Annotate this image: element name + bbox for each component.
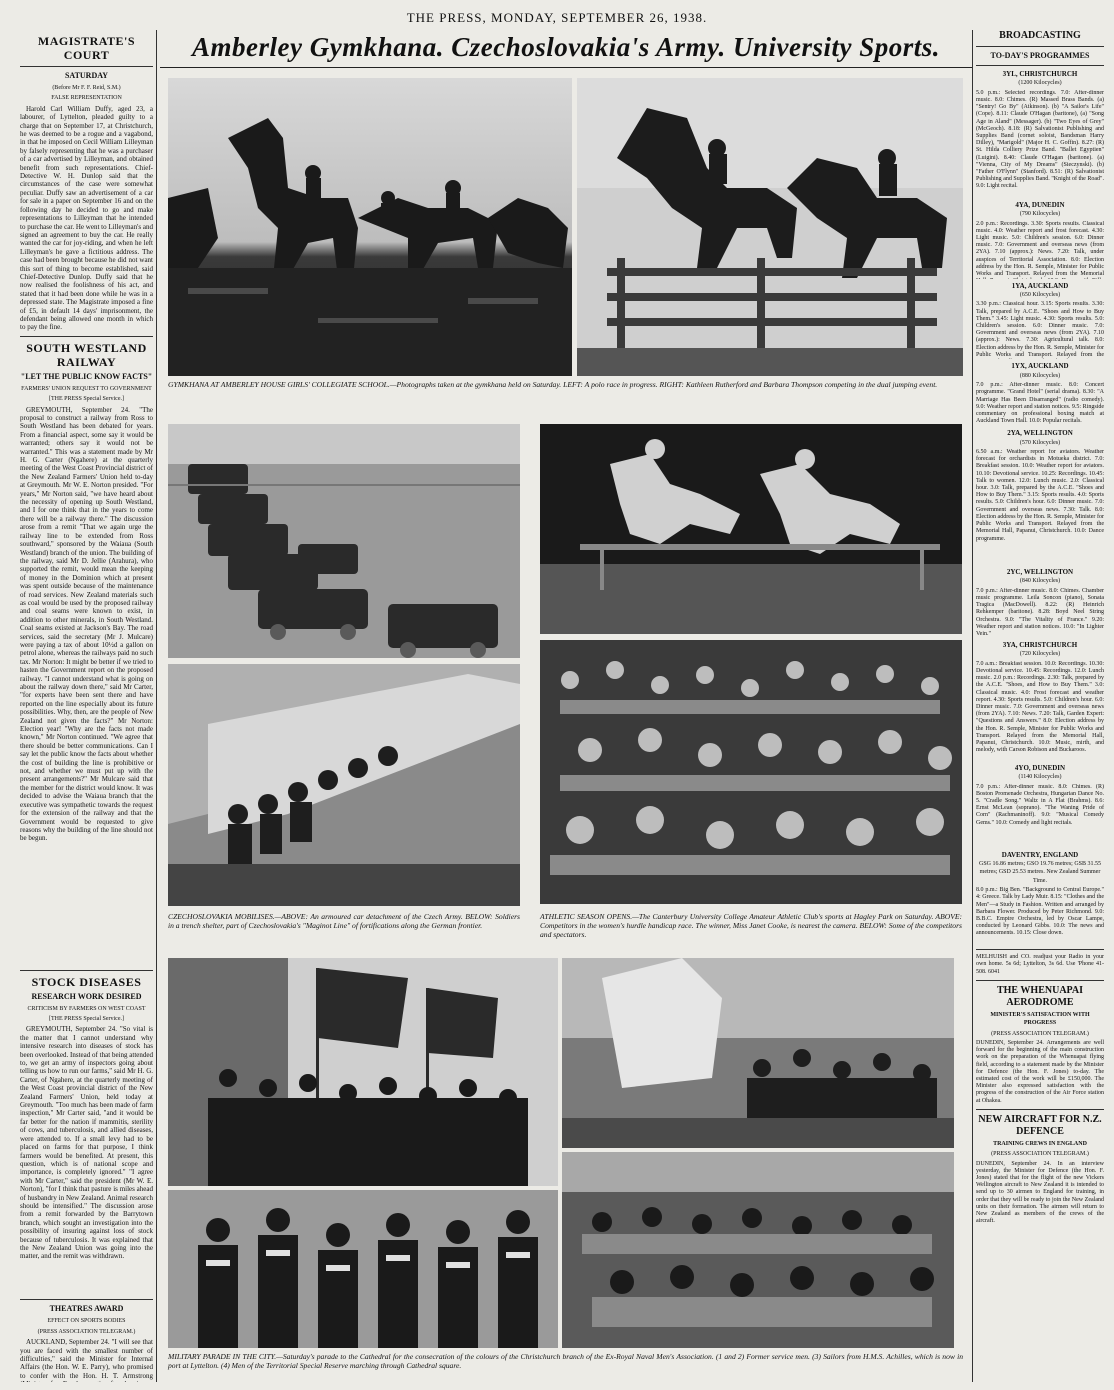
station-frequency: (570 Kilocycles): [1019, 439, 1061, 446]
railway-service: [THE PRESS Special Service.]: [49, 396, 124, 403]
station-block: [976, 851, 1104, 946]
station-frequency: (720 Kilocycles): [1019, 651, 1061, 658]
aircraft-subhead: TRAINING CREWS IN ENGLAND: [993, 1140, 1087, 1147]
station-programme: 7.0 p.m.: After-dinner music. 8.0: Concert programme. "Grand Hotel" (serial drama). 8.30: "A Marriage Has Been Disarranged" (radio comedy). 9.0: Weather report and station notices. 9.5: Ringside commentary on professional boxing match at Auckland Town Hall. 10.0: Popular recitals.: [976, 382, 1104, 425]
caption-military-1: MILITARY PARADE IN THE CITY.—Saturday's parade to the Cathedral for the consecration of the colours of the Christchurch branch of the Ex-Royal Naval Men's Association.: [168, 1352, 714, 1361]
stock-subhead: RESEARCH WORK DESIRED: [31, 991, 142, 1001]
magistrate-subhead: FALSE REPRESENTATION: [51, 95, 122, 102]
railway-heading: SOUTH WESTLAND RAILWAY: [26, 340, 147, 369]
photo-parade-cathedral: [562, 958, 954, 1148]
photo-dual-jumping: [577, 78, 963, 376]
station-frequency: (790 Kilocycles): [1019, 211, 1061, 218]
theatres-heading: THEATRES AWARD: [49, 1304, 124, 1314]
page-title: Amberley Gymkhana. Czechoslovakia's Army. University Sports.: [160, 32, 972, 68]
whenuapai-body: DUNEDIN, September 24. Arrangements are well forward for the beginning of the main construction work on the preparation of the Whenuapai flying field, according to a statement made by the Minister for Defence (the Hon. F. Jones) to-day. The estimated cost of the work will be £150,000. The Minister also expressed satisfaction with the progress of the construction of the Air Force station at Ohakea.: [976, 1039, 1104, 1104]
station-block: [976, 568, 1104, 638]
magistrate-bench: (Before Mr F. F. Reid, S.M.): [52, 85, 121, 91]
station-programme: 6.50 a.m.: Weather report for aviators. Weather forecast for orchardists in Motueka district. 7.0: Breakfast session. 10.0: Weather report for aviators. 10.10: Devotional service. 10.25: Recordings. 10.45: Talk to women. 12.0: Lunch music. 2.0: Classical hour. 3.0: Talk, prepared by the A.C.E. "Shoes and How to Buy Them." 3.15: Sports results. 4.0: Sports results. 5.0: Children's hour. 6.0: Dinner music. 7.0: Government and overseas news. 7.30: Talk. 8.0: Election address by the Hon. R. Semple, Minister for Public Works and Transport. Relayed from the Memorial Hall, Papanui, Christchurch. 10.0: Dance programme.: [976, 449, 1104, 542]
divider: [976, 65, 1104, 66]
station-frequency: GSG 16.86 metres; GSO 19.76 metres; GSB 31.55 metres; GSD 25.53 metres. New Zealand Summer Time.: [979, 860, 1101, 884]
divider: [20, 970, 153, 971]
caption-military: [168, 1352, 963, 1370]
station-name: 1YX, AUCKLAND: [1011, 362, 1069, 371]
broadcasting-heading: BROADCASTING: [999, 30, 1081, 41]
caption-athletic: ATHLETIC SEASON OPENS.—The Canterbury University College Amateur Athletic Club's sports at Hagley Park on Saturday. ABOVE: Competitors in the women's hurdle handicap race. The winner, Miss Janet Cooke, is nearest the camera. BELOW: Some of the competitors and spectators.: [540, 912, 962, 939]
advert-melhuish: MELHUISH and CO. readjust your Radio in your own home. 5s 6d; Lyttelton, 3s 6d. Use 'Phone 41-508. 6041: [976, 954, 1104, 975]
photo-polo-race: [168, 78, 572, 376]
theatres-service: (PRESS ASSOCIATION TELEGRAM.): [37, 1328, 136, 1335]
divider: [976, 949, 1104, 950]
station-frequency: (840 Kilocycles): [1019, 578, 1061, 585]
aircraft-heading: NEW AIRCRAFT FOR N.Z. DEFENCE: [978, 1113, 1102, 1137]
station-name: 4YO, DUNEDIN: [1014, 763, 1066, 772]
photo-parade-flags: [168, 958, 558, 1186]
station-programme: 3.30 p.m.: Classical hour. 3.15: Sports results. 3.30: Talk, prepared by A.C.E. "Shoes and How to Buy Them." 3.45: Light music. 4.30: Sports results. 5.0: Children's session. 6.0: Dinner music. 7.0: Government and overseas news (from 2YA). 7.10 (approx.): News. 7.30: Agricultural talk. 8.0: Election address by the Hon. R. Semple, Minister for Public Works and Transport. Relayed from the: [976, 301, 1104, 358]
magistrate-heading: MAGISTRATE'S COURT: [37, 34, 136, 62]
whenuapai-heading: THE WHENUAPAI AERODROME: [996, 984, 1084, 1008]
column-rule: [972, 30, 973, 1382]
station-block: [976, 764, 1104, 848]
stock-service: [THE PRESS Special Service.]: [49, 1016, 124, 1022]
station-frequency: (880 Kilocycles): [1019, 372, 1061, 379]
station-programme: 5.0 p.m.: Selected recordings. 7.0: After-dinner music. 8.0: Chimes. (R) Massed Brass Bands. (a) "Sentry! Go By" (Atkinson). (b) "A Sailor's Life" (Cope). 8.11: Claude O'Hagan (baritone), (a) "Song Age in Aland" (Messager). (b) "Two Eyes of Grey" (McGeoch). 8.18: (R) Salvationist Publishing and Supplies Band (cornet soloist, Bandsman Harry Dilley), "Marigold" (Major H. C. Goffin). 8.27: (R) St. Hilda Colliery Prize Band. "Ballet Egyptien" (Luigini). 8.40: Claude O'Hagan (baritone). (a) "Vienna, City of My Dreams" (Sieczynski). (b) "Father O'Flynn" (Stanford). 8.51: (R) Salvationist Publishing and Supplies Band. "Knight of the Road". 9.0: Light recital.: [976, 89, 1104, 190]
divider: [20, 1299, 153, 1300]
station-block: [976, 70, 1104, 198]
station-programme: 7.0 p.m.: After-dinner music. 8.0: Chimes. (R) Boston Promenade Orchestra, Hungarian Dance No. 5. "Cradle Song." Waltz in A Flat (Brahms). 8.6: Ernst McLean (soprano). "The Waning Pride of Corn" (Rachmaninoff). 9.0: "Musical Comedy Gems." 10.0: Comedy and light recitals.: [976, 783, 1104, 826]
divider: [20, 336, 153, 337]
station-frequency: (650 Kilocycles): [1019, 292, 1061, 299]
caption-military-2: (1 and 2) Former service men. (3) Sailors from H.M.S. Achilles, which is now in port at Lyttelton. (4) Men of the Territorial Special Reserve marching through Cathedral square.: [168, 1352, 963, 1370]
whenuapai-subhead: MINISTER'S SATISFACTION WITH PROGRESS: [990, 1011, 1090, 1027]
station-name: 2YC, WELLINGTON: [1006, 568, 1074, 577]
aircraft-service: (PRESS ASSOCIATION TELEGRAM.): [991, 1151, 1089, 1158]
stock-subhead-2: CRITICISM BY FARMERS ON WEST COAST: [27, 1005, 146, 1012]
column-rule: [156, 30, 157, 1382]
station-frequency: (1200 Kilocycles): [1018, 80, 1062, 87]
station-programme: 7.0 p.m.: After-dinner music. 8.0: Chimes. Chamber music programme. Leila Soncon (piano), Sonata Tragica (MacDowell). 8.22: (R) Heinrich Rehkemper (baritone). 8.28: Boyd Neel String Orchestra. 9.0: "The Vitality of France." 9.20: Weather report and station notices. 10.0: "In Lighter Vein.": [976, 587, 1104, 638]
photo-armoured-cars: [168, 424, 520, 658]
right-column: [976, 30, 1104, 1382]
station-block: [976, 641, 1104, 761]
station-name: 3YL, CHRISTCHURCH: [1002, 70, 1078, 78]
stock-body: GREYMOUTH, September 24. "So vital is the matter that I cannot understand why intensive research into diseases of stock has been overlooked. Instead of that being attended to, we get an army of inspectors going about telling us how to run our farms," said Mr H. G. Carter, of Ngahere, at the quarterly meeting of the West Coast provincial district of the New Zealand Farmers' Union, held today at Greymouth. "Too much has been made of farm inspection," Mr Carter said, "and it would be far better for the nation if mammitis, sterility of cows, and tuberculosis, and allied diseases, were attended to. If a small levy had to be placed on farms for that purpose, I think farmers would be benefited. At present, this question, which is of national scope and importance, is completely ignored." "I agree with Mr Carter," said the president (Mr W. E. Norton), "for I think that pasture is miles ahead of husbandry in New Zealand. Animal research should be intensified." The discussion arose from a remit forwarded by the Barrytown branch, which sought an investigation into the possibility of insuring against loss of stock because of tuberculosis. It was explained that the New Zealand Union was going into the matter, and the remit was withdrawn.: [20, 1025, 153, 1261]
station-name: 4YA, DUNEDIN: [1015, 200, 1065, 209]
station-block: [976, 282, 1104, 360]
station-frequency: (1140 Kilocycles): [1018, 774, 1062, 781]
caption-gymkhana: GYMKHANA AT AMBERLEY HOUSE GIRLS' COLLEGIATE SCHOOL.—Photographs taken at the gymkhana held on Saturday. LEFT: A polo race in progress. RIGHT: Kathleen Rutherford and Barbara Thompson competing in the dual jumping event.: [168, 380, 938, 389]
station-name: 1YA, AUCKLAND: [1011, 281, 1069, 290]
station-programme: 8.0 p.m.: Big Ben. "Background to Central Europe." 4: Greece. Talk by Lady Muir. 8.15: "Clothes and the Men"—a Study in Fashion. Written and arranged by Barbara Flower. Produced by Peter Richmond. 9.0: B.B.C. Empire Orchestra, led by Oscar Lampe, conducted by Leonard Gibbs. 10.0: The news and announcements. 10.15: Close down.: [976, 887, 1104, 937]
magistrate-day: SATURDAY: [64, 71, 109, 80]
photo-spectators: [540, 640, 962, 904]
station-programme: 7.0 a.m.: Breakfast session. 10.0: Recordings. 10.30: Devotional service. 10.45: Recordings. 12.0: Lunch music. 2.0 p.m.: Recordings. 2.30: Talk, prepared by the A.C.E. "Shoes, and How to Buy Them." 3.0: Classical music. 4.0: Frost forecast and weather report. 4.30: Sports results. 5.0: Children's hour. 6.0: Dinner music. 7.0: Government and overseas news (from 2YA). 7.10: News. 7.20: Talk, Garden Expert: "Questions and Answers." 8.0: Election address by the Hon. R. Semple, Minister for Public Works and Transport. Relayed from the Memorial Hall, Papanui, Christchurch. 10.0: Music, mirth, and melody, with Carson Robison and Buckaroos.: [976, 660, 1104, 754]
whenuapai-service: (PRESS ASSOCIATION TELEGRAM.): [991, 1030, 1089, 1037]
left-column: [20, 30, 153, 1382]
station-name: DAVENTRY, ENGLAND: [1001, 850, 1079, 859]
divider: [976, 46, 1104, 47]
station-block: [976, 429, 1104, 565]
station-name: 2YA, WELLINGTON: [1007, 429, 1073, 438]
railway-quote: "LET THE PUBLIC KNOW FACTS": [20, 371, 153, 381]
theatres-body: AUCKLAND, September 24. "I will see that you are faced with the smallest number of difficulties," said the Minister for Internal Affairs (the Hon. W. E. Parry), who promised to confer with the Hon. H. T. Armstrong: [20, 1338, 153, 1380]
stock-heading: STOCK DISEASES: [31, 974, 142, 989]
divider: [976, 980, 1104, 981]
masthead: THE PRESS, MONDAY, SEPTEMBER 26, 1938.: [406, 10, 708, 25]
photo-sailors: [168, 1190, 558, 1348]
photo-reserve-marching: [562, 1152, 954, 1348]
railway-body: GREYMOUTH, September 24. "The proposal to construct a railway from Ross to South Westland has been debated for years. From a financial aspect, some say it would be warranted; others say it would not be warranted." This was a statement made by Mr H. G. Carter (Ngahere) at the quarterly meeting of the West Coast Provincial district of the New Zealand Farmers' Union held to-day at Greymouth. Mr W. E. Norton presided. "For years," Mr Norton said, "we have heard about the necessity of opening up South Westland, and I for one think that in the years to come there will be a railway there." The discussion arose from a remit "That we again urge the railway line to be extended from Ross southward," sponsored by the Waiaua (South Westland) branch of the union. The building of the railway, said Mr D. Jellie (Arahura), who supported the remit, would mean the keeping of money in the Dominion which at present was spent outside because of the maintenance of road services. New Zealand materials such as coal would be used by the proposed railway and coal seams were known to exist, in addition to other minerals, in South Westland. Coal seams existed at Jackson's Bay. The road services, said the secretary (Mr J. Mulcare) were paying a tax of about 10½d a gallon on petrol alone, whereas the railways paid no such tax. Mr Norton: It might be better if we tried to hasten the Government report on the proposed railway. "I cannot understand what is going on about the railway down there," said Mr Carter, "for experts have been sent there and have reported on the line especially about its future possibilities. Why, then, are the people of New Zealand not given the facts?" Mr Norton: Election year! "Why are the facts not made known," Mr Norton continued. "We agree that there should be better communications. Can I say let the public know the facts about whether the cost of building the line is prohibitive or not, and whether we must put up with the present arrangements?" Mr Mulcare said that the member for the district would know. It was decided to advise the Waiaua branch that the executive was sympathetic towards the request for the extension of the railway and that the Government would be requested to give reasons why the building of the line should not be begun.: [20, 405, 153, 843]
photo-hurdle-race: [540, 424, 962, 634]
divider: [20, 66, 153, 67]
railway-subhead: FARMERS' UNION REQUEST TO GOVERNMENT: [21, 385, 152, 392]
photo-trench-shelter: [168, 664, 520, 906]
station-block: [976, 362, 1104, 426]
station-programme: 2.0 p.m.: Recordings. 3.30: Sports results. Classical music. 4.0: Weather report and frost forecast. 4.30: Light music. 5.0: Children's session. 6.0: Dinner music. 7.0: Government and overseas news (from 2YA). 7.10 (approx.): News. 7.20: Talk, under auspices of Territorial Association. 8.0: Election address by the Hon. R. Semple, Minister for Public Works and Transport. Relayed from the Memorial: [976, 220, 1104, 278]
theatres-subhead: EFFECT ON SPORTS BODIES: [47, 1318, 126, 1325]
caption-czech: CZECHOSLOVAKIA MOBILISES.—ABOVE: An armoured car detachment of the Czech Army. BELOW: Soldiers in a trench shelter, part of Czechoslovakia's "Maginot Line" of fortifications along the German frontier.: [168, 912, 520, 930]
divider: [976, 1109, 1104, 1110]
station-name: 3YA, CHRISTCHURCH: [1002, 640, 1078, 649]
aircraft-body: DUNEDIN, September 24. In an interview yesterday, the Minister for Defence (the Hon. F. Jones) stated that for the flight of the new Vickers Wellington aircraft to New Zealand it is intended to send up to 30 airmen to England for training, in order that they will be ready to join the New Zealand units on their formation. The airmen will return to New Zealand as members of the crews of the aircraft.: [976, 1160, 1104, 1225]
station-block: [976, 201, 1104, 279]
magistrate-body: Harold Carl William Duffy, aged 23, a labourer, of Lyttelton, pleaded guilty to a charge that on September 17, at Christchurch, he was deemed to be a rogue and a vagabond, in that he imposed on Cecil William Lilleyman by falsely representing that he was a purchaser of a car advertised by Lilleyman, and obtained benefit from such representations. Chief-Detective W. H. Dunlop said that the circumstances of the case were somewhat peculiar. Duffy saw an advertisement of a car for sale in a paper on September 16 and on the following day he decided to go and make representations to Lilleyman that he intended to purchase the car. He went to Lilleyman's and signed an agreement to buy the car. He really wanted the car for joy-riding, and when he left Lilleyman's he gave a fictitious address. The case had been brought because he did not want this sort of thing to become established, said Chief-Detective Dunlop. Duffy said that he now realised the foolishness of his act, and stated that it had been done while he was in a depressed state. The Magistrate imposed a fine of £5, in default 14 days' imprisonment, the defendant being allowed one month in which to pay the fine.: [20, 104, 153, 332]
broadcasting-subhead: TO-DAY'S PROGRAMMES: [990, 51, 1090, 60]
